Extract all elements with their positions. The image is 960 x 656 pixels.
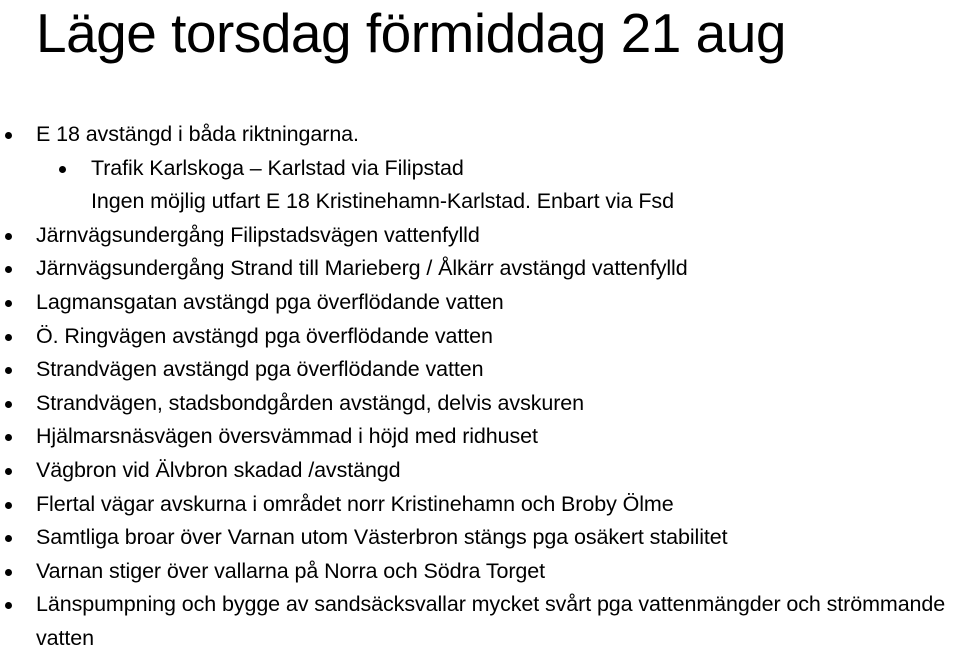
bullet-dot-icon (5, 334, 12, 341)
bullet-text: Strandvägen avstängd pga överflödande vatten (36, 357, 484, 382)
bullet-text: Strandvägen, stadsbondgården avstängd, delvis avskuren (36, 390, 584, 415)
bullet-item (0, 353, 960, 387)
bullet-item (0, 420, 960, 454)
bullet-dot-icon (5, 233, 12, 240)
bullet-item (0, 219, 960, 253)
bullet-item (0, 118, 960, 152)
sub-bullet-continuation (0, 185, 960, 219)
bullet-text: Vägbron vid Älvbron skadad /avstängd (36, 457, 401, 482)
bullet-dot-icon (5, 132, 12, 139)
bullet-item (0, 555, 960, 589)
bullet-list (0, 118, 960, 656)
bullet-text: Ingen möjlig utfart E 18 Kristinehamn-Karlstad. Enbart via Fsd (91, 189, 674, 214)
bullet-item (0, 387, 960, 421)
bullet-dot-icon (5, 266, 12, 273)
bullet-item (0, 252, 960, 286)
bullet-dot-icon (59, 166, 66, 173)
bullet-item (0, 286, 960, 320)
bullet-text: Hjälmarsnäsvägen översvämmad i höjd med ridhuset (36, 424, 538, 449)
bullet-text: Varnan stiger över vallarna på Norra och Södra Torget (36, 558, 545, 583)
bullet-dot-icon (5, 300, 12, 307)
bullet-item (0, 521, 960, 555)
bullet-text: Trafik Karlskoga – Karlstad via Filipstad (91, 155, 464, 180)
bullet-text: Ö. Ringvägen avstängd pga överflödande vatten (36, 323, 493, 348)
bullet-item (0, 320, 960, 354)
bullet-text: Samtliga broar över Varnan utom Västerbron stängs pga osäkert stabilitet (36, 525, 728, 550)
bullet-text: Länspumpning och bygge av sandsäcksvallar mycket svårt pga vattenmängder och strömmande vatten (36, 592, 946, 650)
bullet-text: E 18 avstängd i båda riktningarna. (36, 122, 359, 146)
bullet-dot-icon (5, 401, 12, 408)
bullet-dot-icon (5, 602, 12, 609)
bullet-dot-icon (5, 468, 12, 475)
bullet-item (0, 588, 960, 655)
bullet-text: Järnvägsundergång Strand till Marieberg / Ålkärr avstängd vattenfylld (36, 256, 688, 281)
bullet-dot-icon (5, 434, 12, 441)
bullet-text: Flertal vägar avskurna i området norr Kristinehamn och Broby Ölme (36, 491, 674, 516)
bullet-dot-icon (5, 535, 12, 542)
bullet-dot-icon (5, 502, 12, 509)
bullet-dot-icon (5, 569, 12, 576)
bullet-item (0, 454, 960, 488)
bullet-dot-icon (5, 367, 12, 374)
slide-title: Läge torsdag förmiddag 21 aug (36, 2, 786, 64)
bullet-item (0, 488, 960, 522)
bullet-text: Lagmansgatan avstängd pga överflödande vatten (36, 289, 504, 314)
bullet-text: Järnvägsundergång Filipstadsvägen vattenfylld (36, 222, 480, 247)
sub-bullet-item (0, 152, 960, 186)
